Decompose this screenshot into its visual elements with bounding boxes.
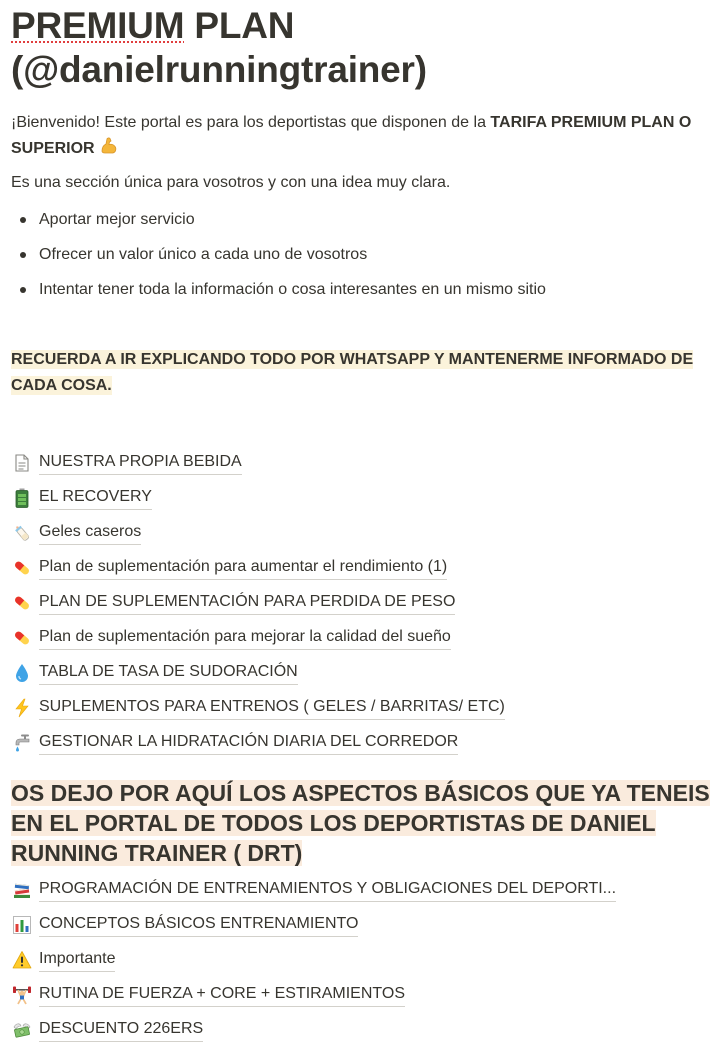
page-links-list xyxy=(11,445,717,760)
page-link-label: CONCEPTOS BÁSICOS ENTRENAMIENTO xyxy=(39,913,358,937)
page-link-suplementacion-rendimiento[interactable] xyxy=(11,550,717,585)
weightlifter-icon xyxy=(11,984,33,1006)
bullet-list xyxy=(11,202,717,307)
section-heading-text: OS DEJO POR AQUÍ LOS ASPECTOS BÁSICOS QUE YA TENEIS EN EL PORTAL DE TODOS LOS DEPORTISTAS DE DANIEL RUNNING TRAINER ( DRT) xyxy=(11,780,710,866)
pill-icon xyxy=(11,627,33,649)
page-link-label: RUTINA DE FUERZA + CORE + ESTIRAMIENTOS xyxy=(39,983,405,1007)
page-link-label: Importante xyxy=(39,948,115,972)
pill-icon xyxy=(11,592,33,614)
faucet-icon xyxy=(11,732,33,754)
page-link-suplementacion-peso[interactable] xyxy=(11,585,717,620)
page-link-sudoracion[interactable] xyxy=(11,655,717,690)
books-icon xyxy=(11,879,33,901)
intro-bold: TARIFA PREMIUM PLAN O SUPERIOR xyxy=(11,114,692,157)
lightning-icon xyxy=(11,697,33,719)
page-link-conceptos[interactable] xyxy=(11,907,717,942)
callout-text: RECUERDA A IR EXPLICANDO TODO POR WHATSAPP Y MANTENERME INFORMADO DE CADA COSA. xyxy=(11,351,694,394)
chart-icon xyxy=(11,914,33,936)
page-content xyxy=(11,0,717,1047)
page-link-label: PROGRAMACIÓN DE ENTRENAMIENTOS Y OBLIGACIONES DEL DEPORTI... xyxy=(39,878,616,902)
title-line-1 xyxy=(11,4,717,48)
battery-icon xyxy=(11,487,33,509)
page-link-label: Plan de suplementación para mejorar la calidad del sueño xyxy=(39,626,451,650)
page-link-programacion[interactable] xyxy=(11,872,717,907)
intro-text: ¡Bienvenido! Este portal es para los deportistas que disponen de la xyxy=(11,114,491,131)
section-heading xyxy=(11,778,717,868)
page-link-label: DESCUENTO 226ERS xyxy=(39,1018,203,1042)
page-title xyxy=(11,4,717,92)
page-link-bebida[interactable] xyxy=(11,445,717,480)
page-link-label: Geles caseros xyxy=(39,521,141,545)
droplet-icon xyxy=(11,662,33,684)
highlight-callout xyxy=(11,347,717,399)
page-link-descuento[interactable] xyxy=(11,1012,717,1047)
intro-paragraph xyxy=(11,110,717,162)
pill-icon xyxy=(11,557,33,579)
money-wings-icon xyxy=(11,1019,33,1041)
list-item: Ofrecer un valor único a cada uno de vosotros xyxy=(11,237,717,272)
list-item: Aportar mejor servicio xyxy=(11,202,717,237)
flexed-biceps-icon xyxy=(99,136,119,156)
list-item: Intentar tener toda la información o cosa interesantes en un mismo sitio xyxy=(11,272,717,307)
warning-icon xyxy=(11,949,33,971)
page-link-label: Plan de suplementación para aumentar el rendimiento (1) xyxy=(39,556,447,580)
page-link-recovery[interactable] xyxy=(11,480,717,515)
page-link-suplementacion-sueno[interactable] xyxy=(11,620,717,655)
page-link-label: GESTIONAR LA HIDRATACIÓN DIARIA DEL CORREDOR xyxy=(39,731,458,755)
page-link-label: EL RECOVERY xyxy=(39,486,152,510)
page-link-hidratacion[interactable] xyxy=(11,725,717,760)
page-links-list-2 xyxy=(11,872,717,1047)
page-link-label: TABLA DE TASA DE SUDORACIÓN xyxy=(39,661,298,685)
intro-subtitle: Es una sección única para vosotros y con una idea muy clara. xyxy=(11,174,451,191)
page-link-label: SUPLEMENTOS PARA ENTRENOS ( GELES / BARRITAS/ ETC) xyxy=(39,696,505,720)
page-link-importante[interactable] xyxy=(11,942,717,977)
page-link-rutina-fuerza[interactable] xyxy=(11,977,717,1012)
title-word-plan: PLAN xyxy=(184,5,295,46)
page-link-geles[interactable] xyxy=(11,515,717,550)
title-word-premium: PREMIUM xyxy=(11,5,185,46)
page-icon xyxy=(11,452,33,474)
page-link-label: NUESTRA PROPIA BEBIDA xyxy=(39,451,242,475)
page-link-label: PLAN DE SUPLEMENTACIÓN PARA PERDIDA DE PESO xyxy=(39,591,455,615)
page-link-suplementos-entrenos[interactable] xyxy=(11,690,717,725)
title-line-2: (@danielrunningtrainer) xyxy=(11,49,427,90)
baby-bottle-icon xyxy=(11,522,33,544)
